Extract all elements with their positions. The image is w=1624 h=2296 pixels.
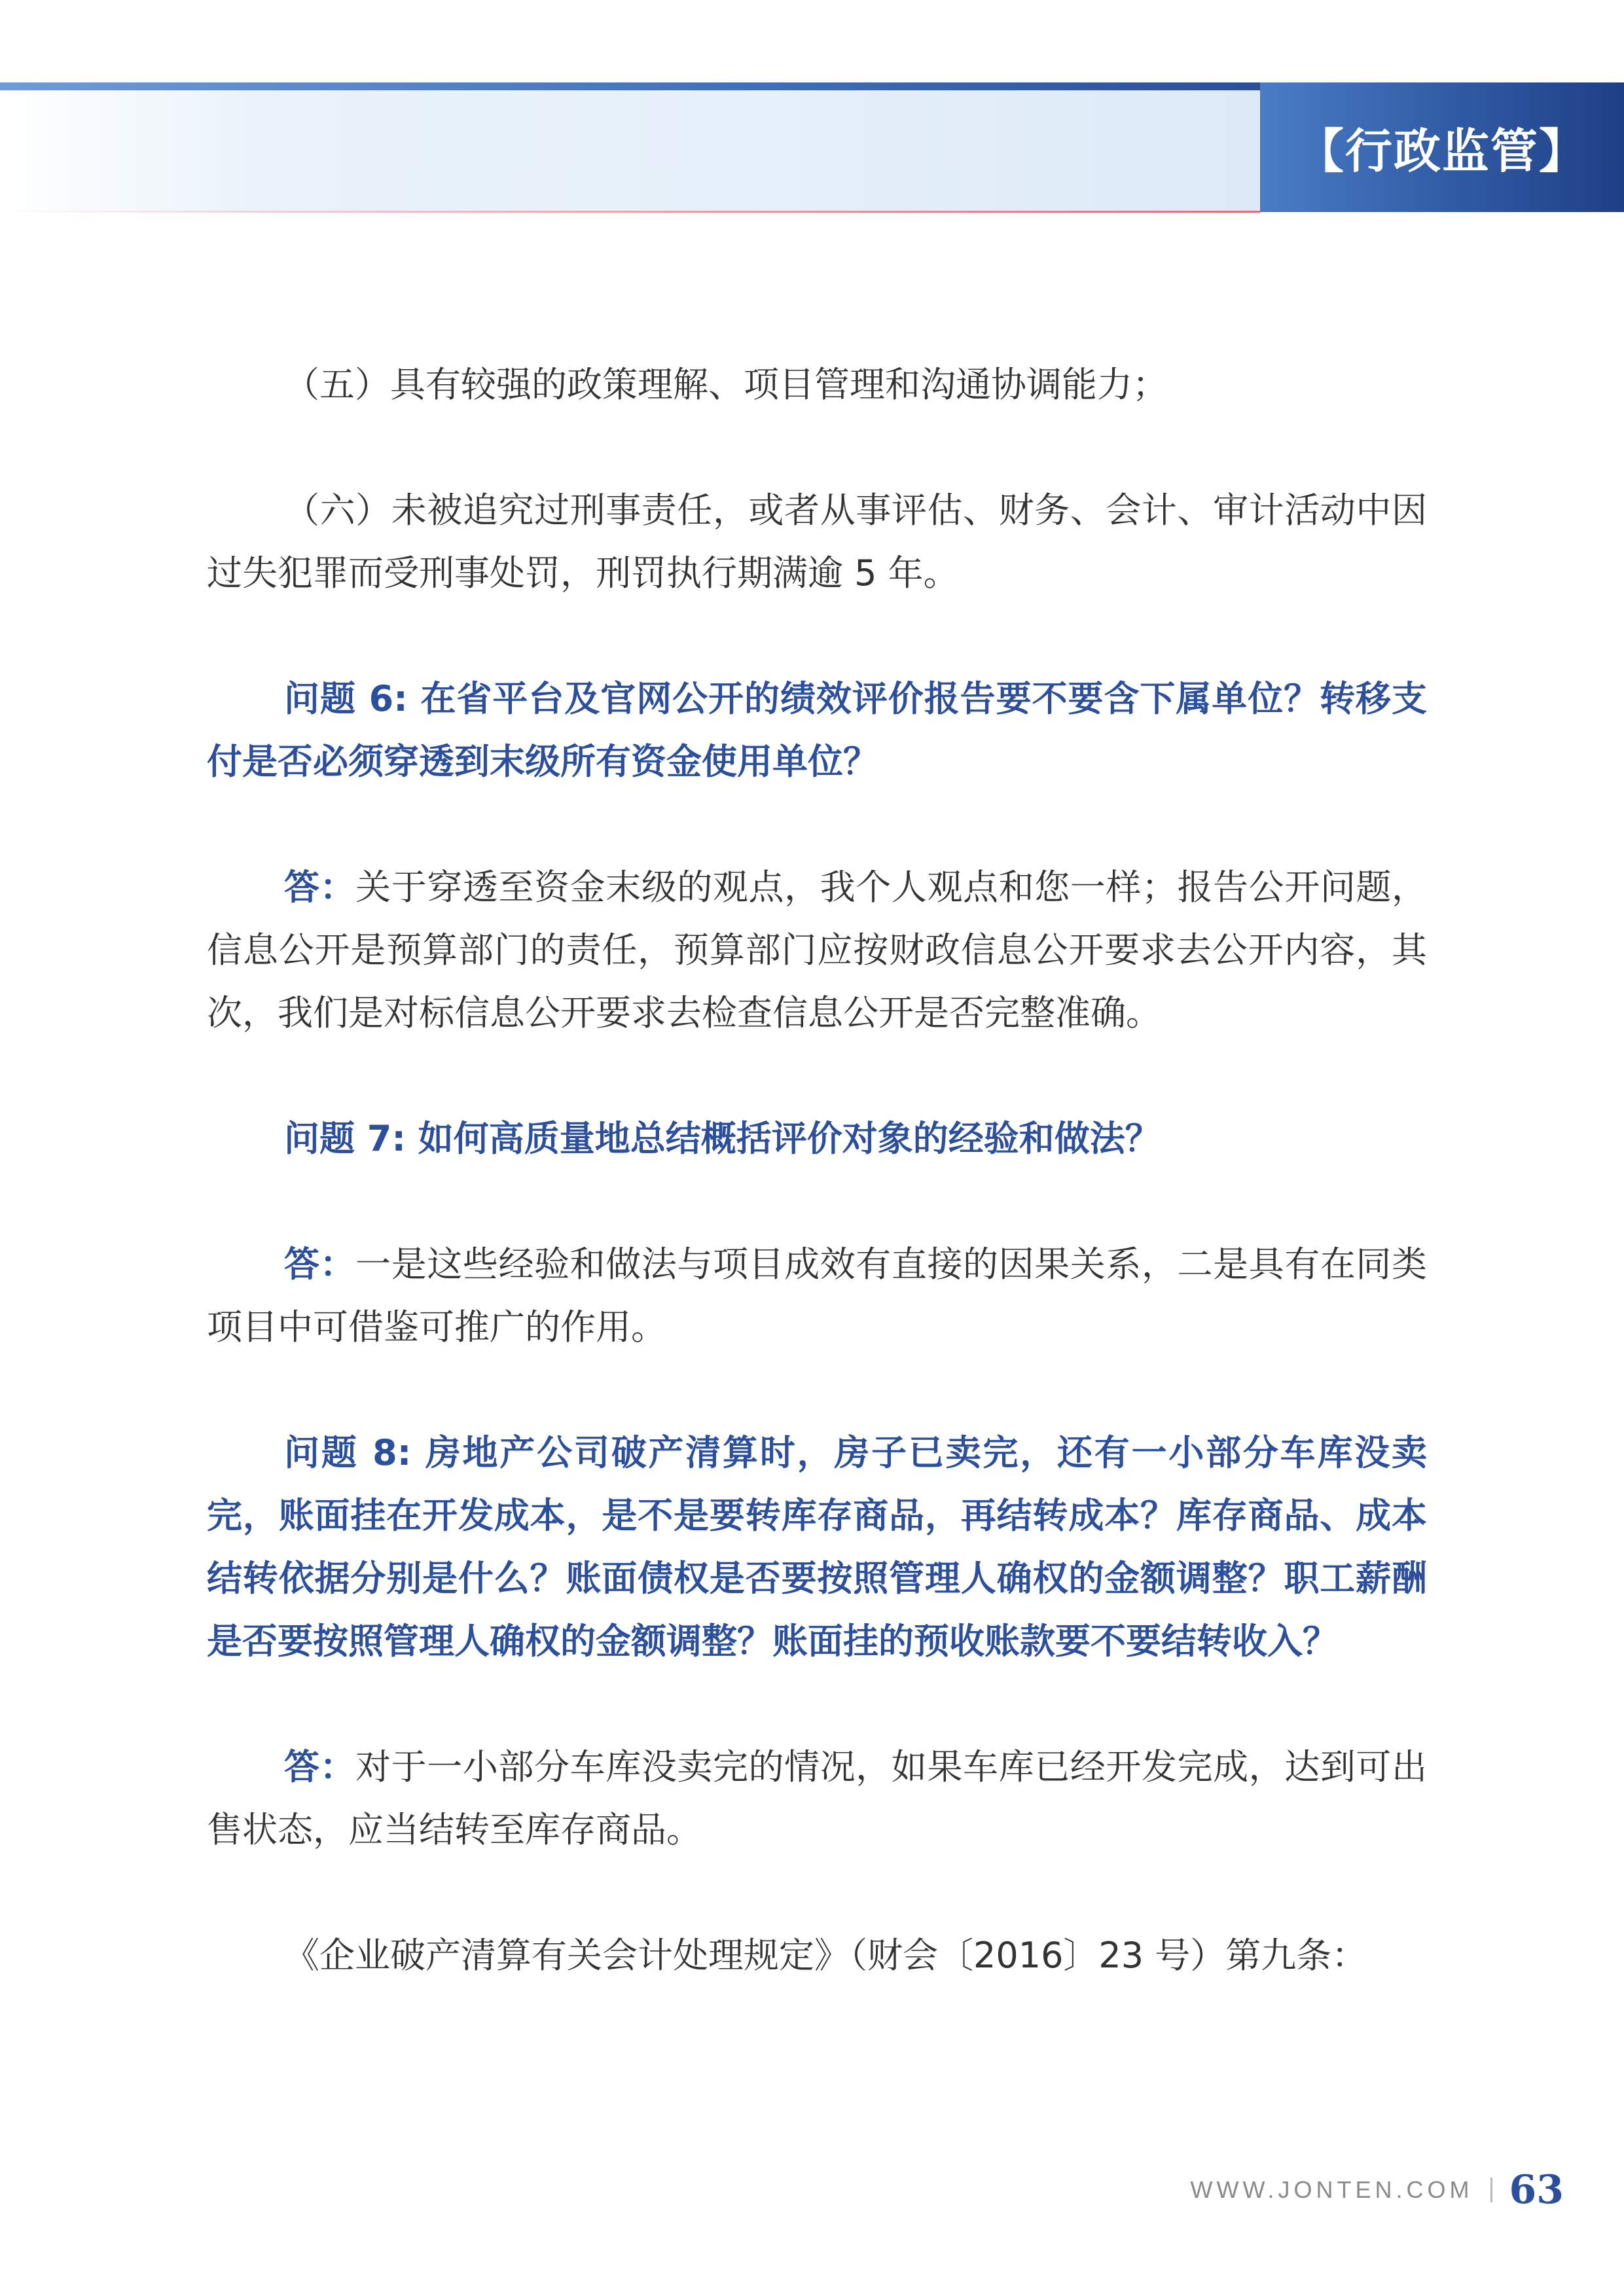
regulation-citation: 《企业破产清算有关会计处理规定》（财会〔2016〕23 号）第九条： (284, 1935, 1367, 1976)
question-7: 问题 7: 如何高质量地总结概括评价对象的经验和做法？ (284, 1118, 1161, 1159)
article-body (207, 353, 1427, 2050)
section-tab (1260, 82, 1624, 212)
answer-8 (207, 1736, 1427, 1861)
paragraph-requirement-6: （六）未被追究过刑事责任，或者从事评估、财务、会计、审计活动中因过失犯罪而受刑事处罚，刑罚执行期满逾 5 年。 (207, 490, 1427, 594)
header-accent-line (0, 211, 1260, 213)
question-6: 问题 6: 在省平台及官网公开的绩效评价报告要不要含下属单位？转移支付是否必须穿透到末级所有资金使用单位？ (207, 678, 1427, 782)
paragraph-requirement-5: （五）具有较强的政策理解、项目管理和沟通协调能力； (284, 364, 1168, 405)
answer-label: 答： (284, 1244, 356, 1285)
header-top-line (0, 82, 1260, 90)
website-link[interactable]: WWW.JONTEN.COM (1190, 2176, 1473, 2203)
answer-label: 答： (284, 1746, 356, 1787)
header-band (0, 90, 1260, 212)
page-number: 63 (1509, 2167, 1564, 2213)
answer-label: 答： (284, 867, 356, 908)
footer-divider (1490, 2178, 1492, 2202)
page-footer (1191, 2157, 1564, 2223)
answer-7 (207, 1233, 1427, 1359)
answer-text: 关于穿透至资金末级的观点，我个人观点和您一样；报告公开问题，信息公开是预算部门的责任，预算部门应按财政信息公开要求去公开内容，其次，我们是对标信息公开要求去检查信息公开是否完整准确。 (207, 867, 1428, 1033)
section-title: 【行政监管】 (1296, 123, 1587, 179)
answer-text: 一是这些经验和做法与项目成效有直接的因果关系，二是具有在同类项目中可借鉴可推广的作用。 (207, 1244, 1428, 1348)
answer-6 (207, 856, 1427, 1045)
question-8: 问题 8: 房地产公司破产清算时，房子已卖完，还有一小部分车库没卖完，账面挂在开发成本，是不是要转库存商品，再结转成本？库存商品、成本结转依据分别是什么？账面债权是否要按照管理人确权的金额调整？职工薪酬是否要按照管理人确权的金额调整？账面挂的预收账款要不要结转收入？ (207, 1432, 1427, 1662)
answer-text: 对于一小部分车库没卖完的情况，如果车库已经开发完成，达到可出售状态，应当结转至库存商品。 (207, 1746, 1428, 1850)
